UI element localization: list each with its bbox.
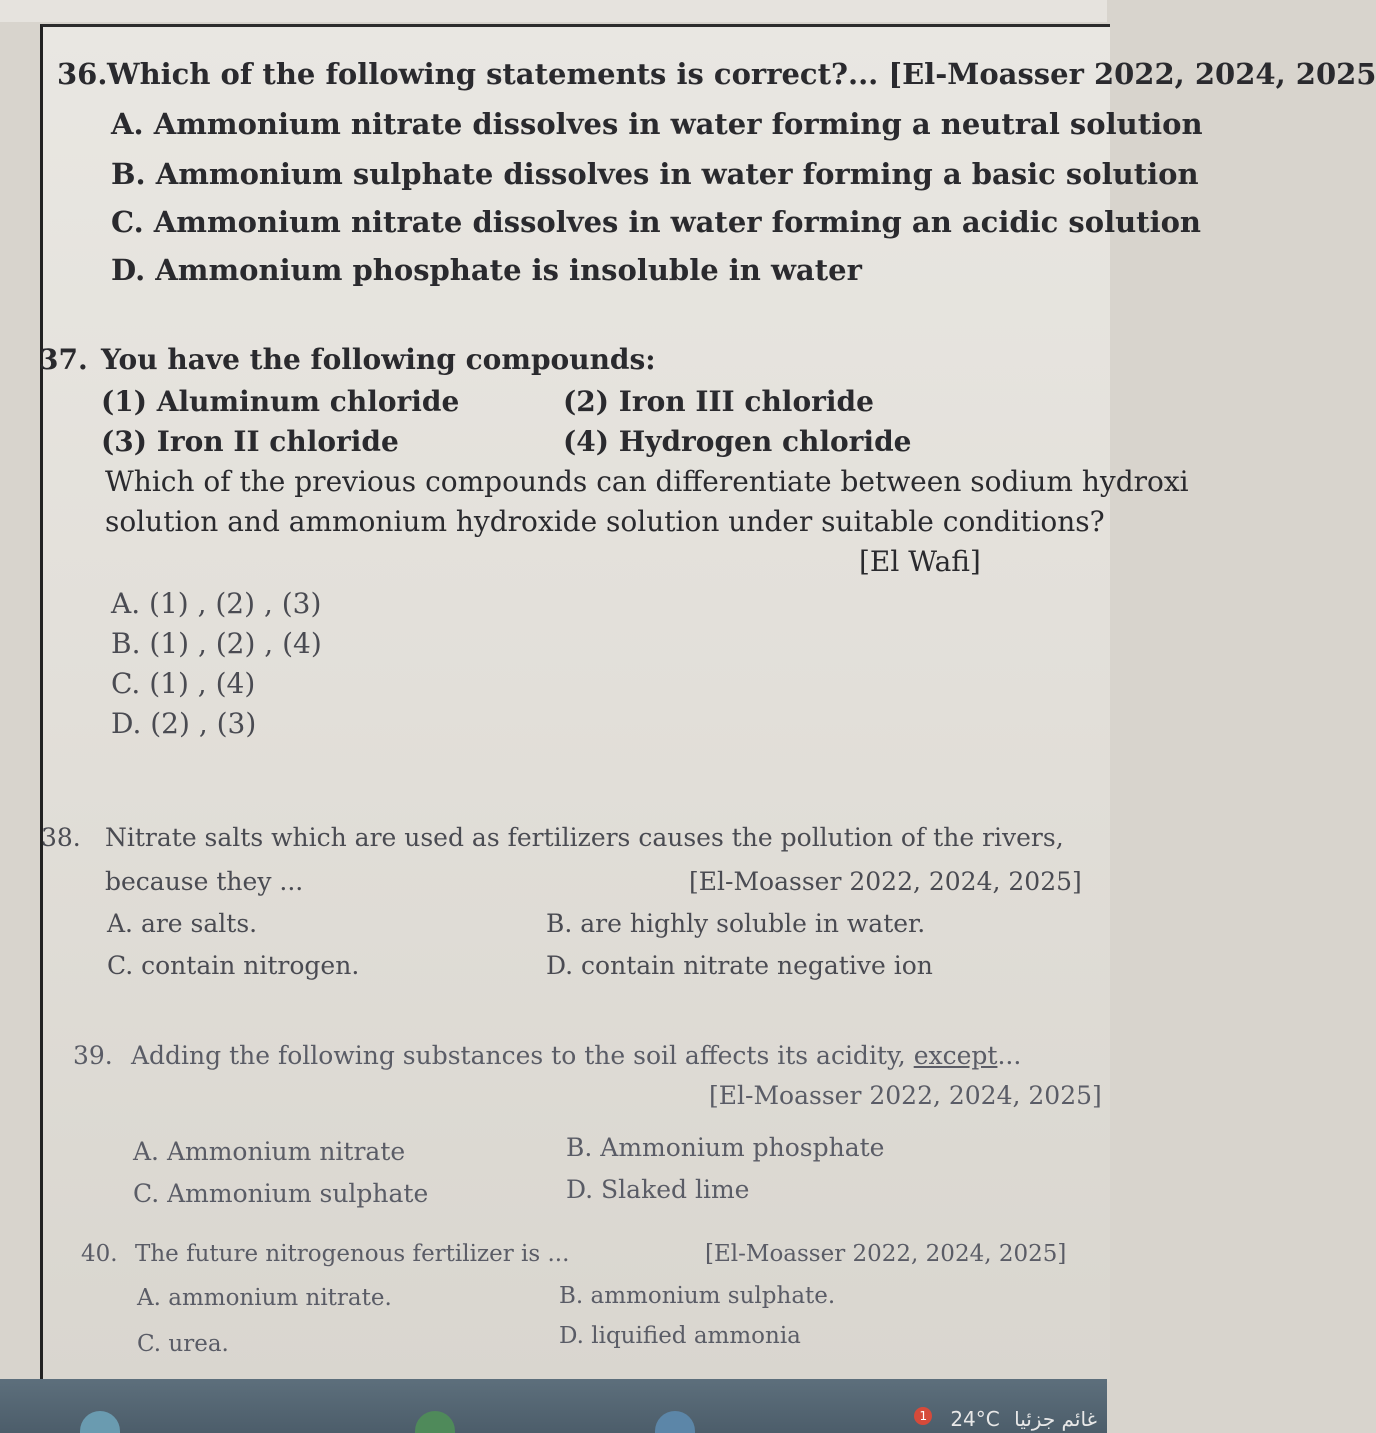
question-line-2: solution and ammonium hydroxide solution under suitable conditions? xyxy=(105,505,1105,538)
question-number: 38. xyxy=(41,823,81,852)
source: [El-Moasser 2022, 2024, 2025] xyxy=(689,867,1082,896)
question-number: 36. xyxy=(57,57,108,91)
option-c: C. Ammonium nitrate dissolves in water forming an acidic solution xyxy=(111,205,1202,239)
source: [El-Moasser 2022, 2024, 2025] xyxy=(709,1081,1102,1110)
question-stem: Adding the following substances to the soil affects its acidity, xyxy=(131,1041,906,1070)
question-stem-2: because they ... xyxy=(105,867,304,896)
question-number: 40. xyxy=(81,1241,118,1267)
question-stem: Nitrate salts which are used as fertilizers causes the pollution of the rivers, xyxy=(105,823,1064,852)
option-d: D. liquified ammonia xyxy=(559,1323,801,1349)
source: [El-Moasser 2022, 2024, 2025] xyxy=(705,1241,1067,1267)
question-tail: ... xyxy=(997,1041,1022,1070)
option-d: D. Ammonium phosphate is insoluble in water xyxy=(111,253,862,287)
compound-1: (1) Aluminum chloride xyxy=(101,385,460,418)
taskbar xyxy=(0,1379,1107,1433)
app-icon[interactable] xyxy=(655,1411,695,1433)
top-edge xyxy=(0,0,1107,22)
option-a: A. Ammonium nitrate xyxy=(133,1137,406,1166)
question-number: 39. xyxy=(73,1041,113,1070)
option-a: A. Ammonium nitrate dissolves in water forming a neutral solution xyxy=(111,107,1203,141)
question-line-1: Which of the previous compounds can differentiate between sodium hydroxi xyxy=(105,465,1189,498)
question-stem: The future nitrogenous fertilizer is ... xyxy=(135,1241,570,1267)
compound-4: (4) Hydrogen chloride xyxy=(563,425,912,458)
compound-2: (2) Iron III chloride xyxy=(563,385,874,418)
source: [El Wafi] xyxy=(859,545,981,578)
option-d: D. (2) , (3) xyxy=(111,707,257,740)
system-tray[interactable] xyxy=(914,1407,1097,1431)
app-icon[interactable] xyxy=(415,1411,455,1433)
worksheet-page xyxy=(39,24,1376,1382)
notification-badge[interactable]: 1 xyxy=(914,1407,932,1425)
option-c: C. (1) , (4) xyxy=(111,667,256,700)
question-stem: You have the following compounds: xyxy=(101,343,656,376)
option-c: C. contain nitrogen. xyxy=(107,951,360,980)
option-b: B. are highly soluble in water. xyxy=(546,909,926,938)
option-b: B. (1) , (2) , (4) xyxy=(111,627,322,660)
question-stem-row xyxy=(131,1041,1021,1070)
app-icon[interactable] xyxy=(80,1411,120,1433)
question-number: 37. xyxy=(39,343,88,376)
weather-text: غائم جزئيا xyxy=(1014,1407,1097,1431)
question-stem: Which of the following statements is correct?... [El-Moasser 2022, 2024, 2025 xyxy=(107,57,1376,91)
option-b: B. Ammonium phosphate xyxy=(566,1133,885,1162)
question-emphasis: except xyxy=(913,1041,998,1070)
option-b: B. ammonium sulphate. xyxy=(559,1283,836,1309)
compound-3: (3) Iron II chloride xyxy=(101,425,399,458)
option-a: A. are salts. xyxy=(107,909,258,938)
option-c: C. urea. xyxy=(137,1331,229,1357)
option-d: D. contain nitrate negative ion xyxy=(546,951,933,980)
temperature: 24°C xyxy=(950,1407,1000,1431)
option-d: D. Slaked lime xyxy=(566,1175,750,1204)
option-c: C. Ammonium sulphate xyxy=(133,1179,429,1208)
option-b: B. Ammonium sulphate dissolves in water forming a basic solution xyxy=(111,157,1199,191)
option-a: A. ammonium nitrate. xyxy=(137,1285,392,1311)
option-a: A. (1) , (2) , (3) xyxy=(111,587,322,620)
